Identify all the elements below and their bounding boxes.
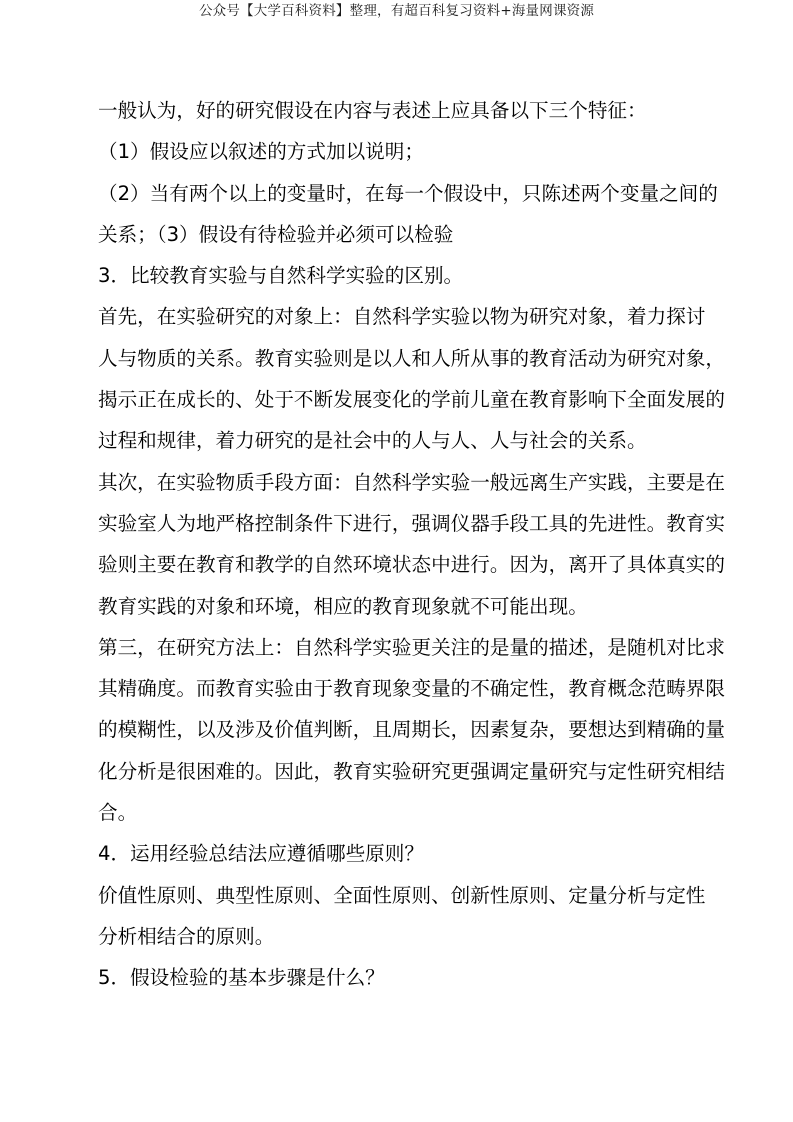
section-heading: 3．比较教育实验与自然科学实验的区别。 — [98, 264, 464, 288]
text-line: 价值性原则、典型性原则、全面性原则、创新性原则、定量分析与定性 — [98, 883, 706, 907]
text-line: 验则主要在教育和教学的自然环境状态中进行。因为，离开了具体真实的 — [98, 553, 725, 577]
text-line: 一般认为，好的研究假设在内容与表述上应具备以下三个特征： — [98, 99, 647, 122]
text-line: 其精确度。而教育实验由于教育现象变量的不确定性，教育概念范畴界限 — [98, 677, 725, 701]
document-body — [98, 90, 725, 999]
text-line: 首先，在实验研究的对象上：自然科学实验以物为研究对象，着力探讨 — [98, 305, 706, 329]
text-line: 实验室人为地严格控制条件下进行，强调仪器手段工具的先进性。教育实 — [98, 511, 725, 535]
text-line: 教育实践的对象和环境，相应的教育现象就不可能出现。 — [98, 594, 588, 618]
text-line: 分析相结合的原则。 — [98, 924, 275, 948]
text-line: 第三，在研究方法上：自然科学实验更关注的是量的描述，是随机对比求 — [98, 635, 725, 659]
section-heading: 4．运用经验总结法应遵循哪些原则？ — [98, 842, 424, 866]
text-line: （2）当有两个以上的变量时，在每一个假设中，只陈述两个变量之间的 — [98, 181, 718, 205]
text-line: 化分析是很困难的。因此，教育实验研究更强调定量研究与定性研究相结 — [98, 759, 725, 783]
section-heading: 5．假设检验的基本步骤是什么？ — [98, 966, 385, 990]
text-line: 人与物质的关系。教育实验则是以人和人所从事的教育活动为研究对象， — [98, 346, 725, 370]
text-line: 关系；（3）假设有待检验并必须可以检验 — [98, 222, 454, 246]
text-line: 合。 — [98, 801, 138, 825]
page-header-watermark: 公众号【大学百科资料】整理，有超百科复习资料+海量网课资源 — [198, 3, 595, 19]
text-line: 的模糊性，以及涉及价值判断，且周期长，因素复杂，要想达到精确的量 — [98, 718, 725, 742]
text-line: 揭示正在成长的、处于不断发展变化的学前儿童在教育影响下全面发展的 — [98, 388, 725, 412]
text-line: 其次，在实验物质手段方面：自然科学实验一般远离生产实践，主要是在 — [98, 470, 725, 494]
text-line: 过程和规律，着力研究的是社会中的人与人、人与社会的关系。 — [98, 429, 647, 453]
text-line: （1）假设应以叙述的方式加以说明； — [98, 140, 424, 164]
